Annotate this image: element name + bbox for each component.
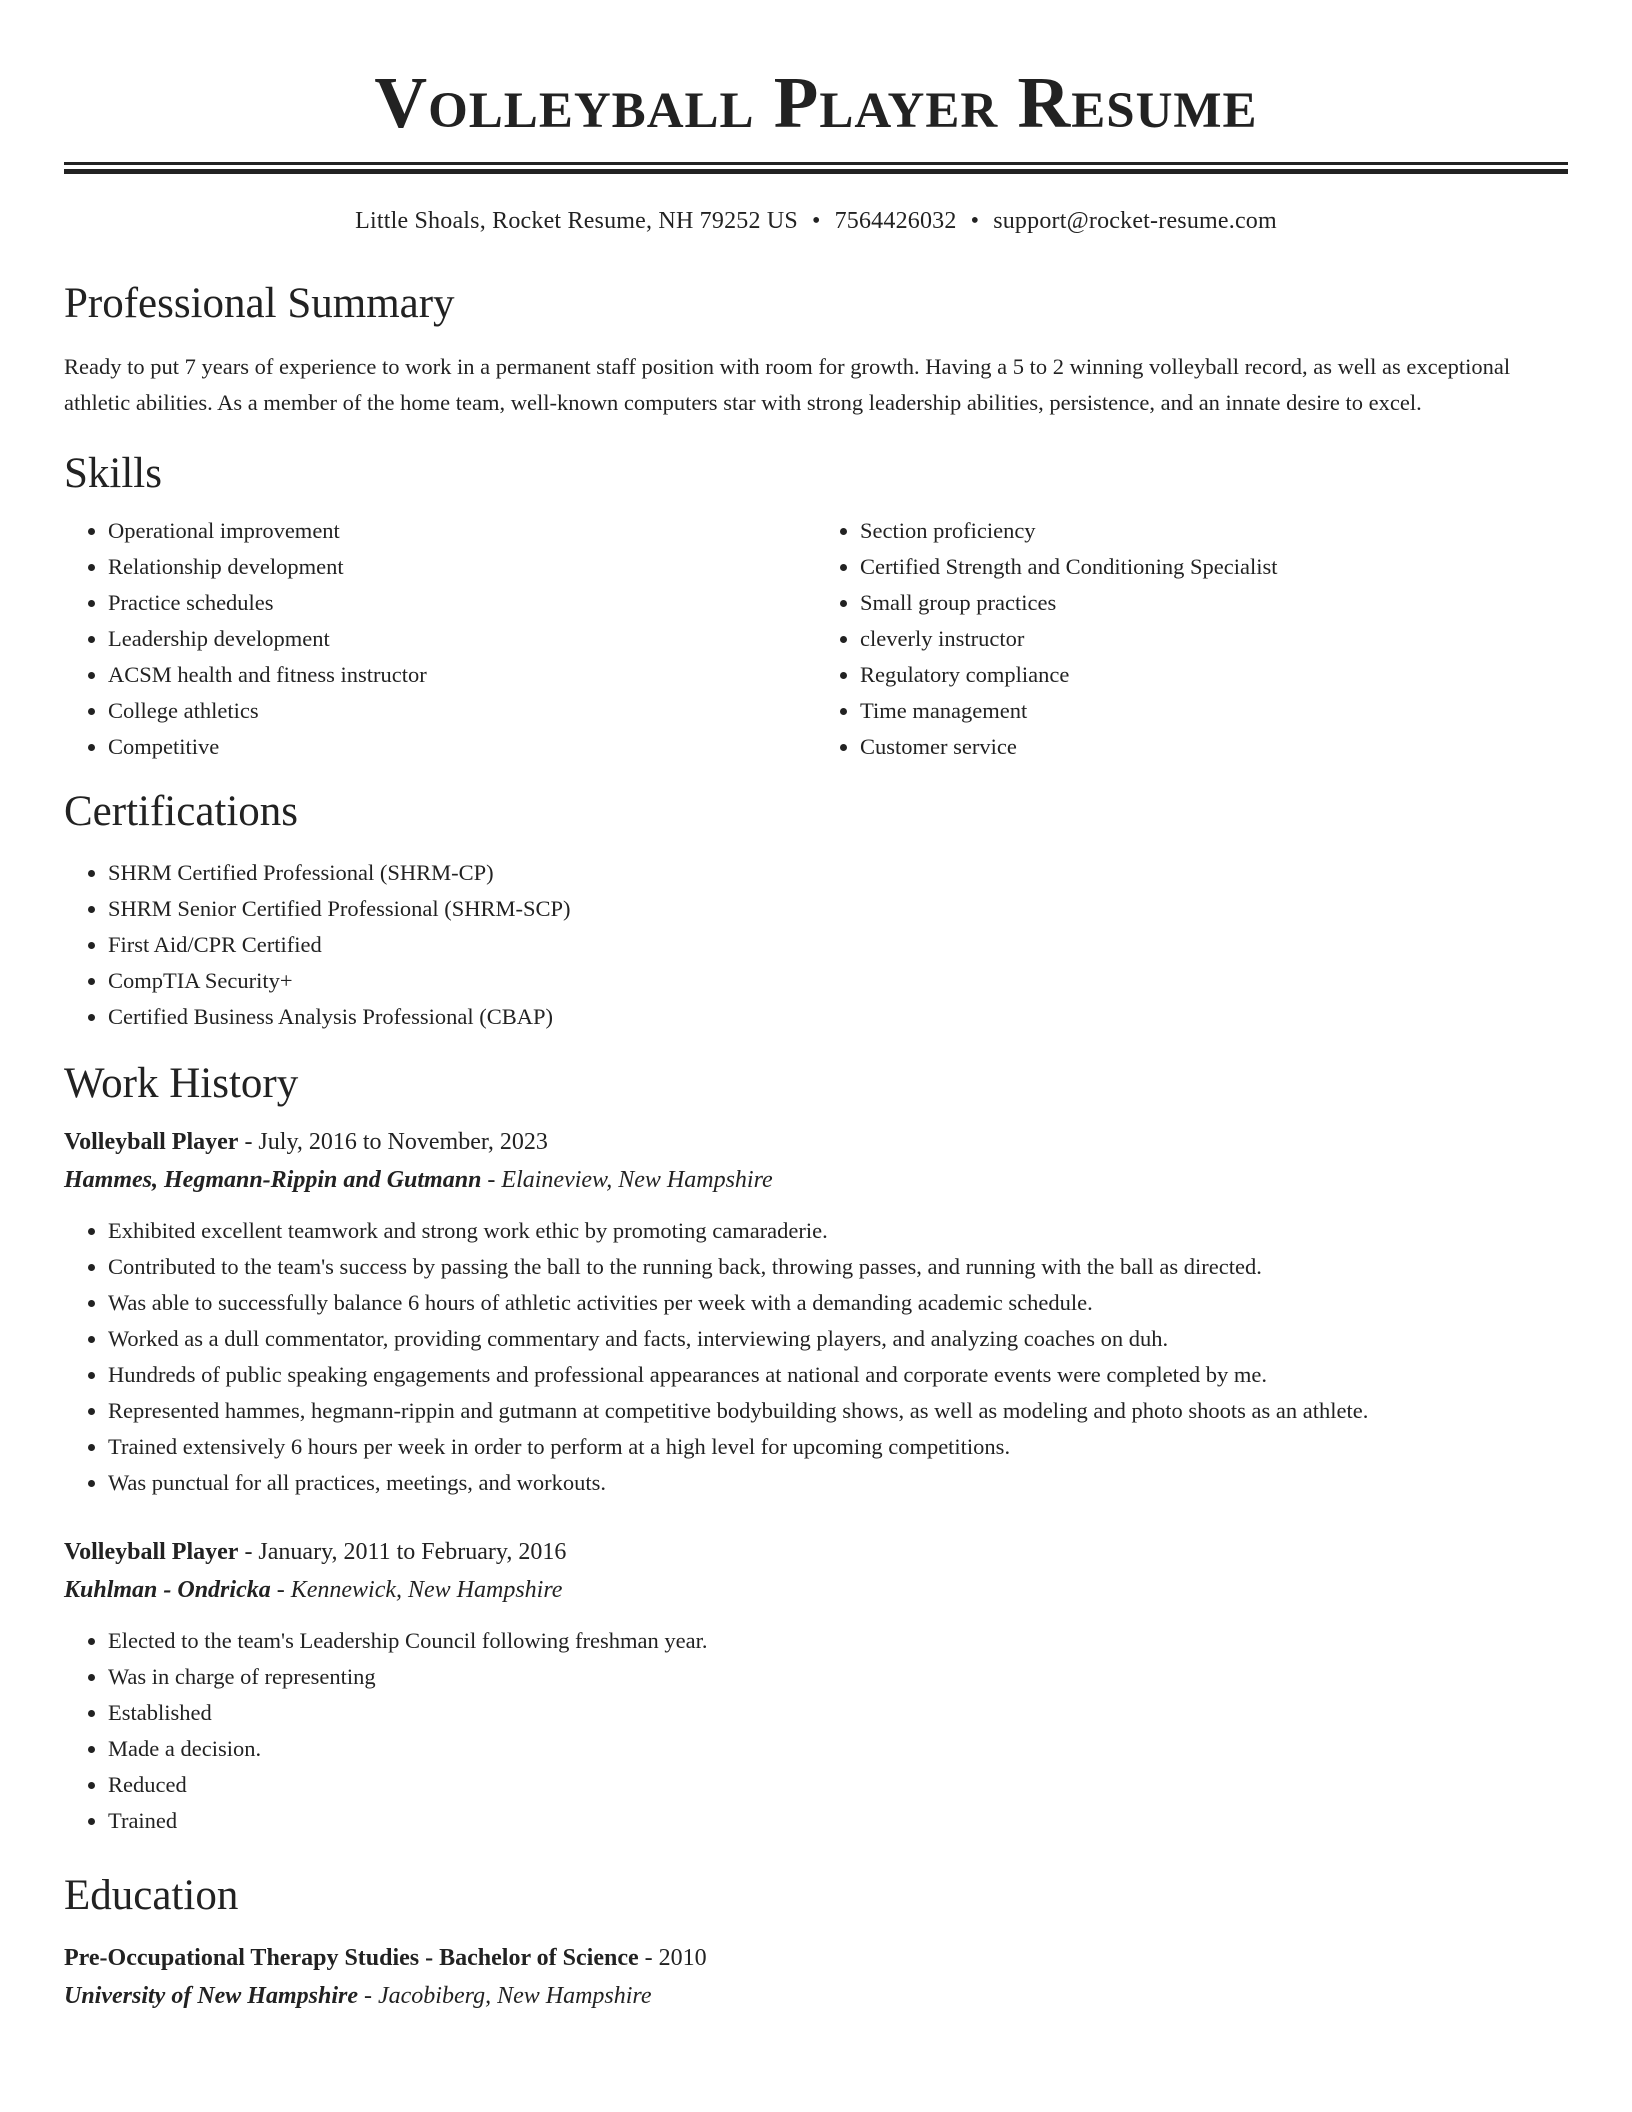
skills-columns [64, 513, 1568, 765]
job-bullet: • Made a decision. [108, 1731, 1568, 1767]
job-bullets [64, 1213, 1568, 1501]
skill-item: • Certified Strength and Conditioning Specialist [860, 549, 1568, 585]
job-entry [64, 1533, 1568, 1839]
certifications-heading: Certifications [64, 788, 299, 835]
skill-item: • ACSM health and fitness instructor [108, 657, 816, 693]
job-location: - Elaineview, New Hampshire [481, 1167, 773, 1193]
school-location: - Jacobiberg, New Hampshire [358, 1983, 652, 2009]
skill-item: • Competitive [108, 729, 816, 765]
school-line [64, 1977, 1568, 2015]
certification-item: • First Aid/CPR Certified [108, 927, 1568, 963]
certification-item: • Certified Business Analysis Professional (CBAP) [108, 999, 1568, 1035]
job-bullet: • Contributed to the team's success by passing the ball to the running back, throwing passes, and running with the ball as directed. [108, 1249, 1568, 1285]
skill-item: • cleverly instructor [860, 621, 1568, 657]
resume-title: Volleyball Player Resume [374, 62, 1258, 143]
certification-item: • SHRM Certified Professional (SHRM-CP) [108, 855, 1568, 891]
job-bullet: • Elected to the team's Leadership Council following freshman year. [108, 1623, 1568, 1659]
certification-item: • SHRM Senior Certified Professional (SHRM-SCP) [108, 891, 1568, 927]
skill-item: • Operational improvement [108, 513, 816, 549]
job-title: Volleyball Player [64, 1129, 239, 1155]
job-company-line [64, 1571, 1568, 1609]
school-name: University of New Hampshire [64, 1983, 358, 2009]
job-bullet: • Exhibited excellent teamwork and strong work ethic by promoting camaraderie. [108, 1213, 1568, 1249]
degree-line [64, 1939, 1568, 1977]
certification-item: • CompTIA Security+ [108, 963, 1568, 999]
contact-email: support@rocket-resume.com [993, 208, 1277, 234]
job-location: - Kennewick, New Hampshire [270, 1577, 563, 1603]
skill-item: • Leadership development [108, 621, 816, 657]
certifications-list [64, 855, 1568, 1035]
job-bullet: • Was able to successfully balance 6 hours of athletic activities per week with a demanding academic schedule. [108, 1285, 1568, 1321]
graduation-year: - 2010 [638, 1945, 707, 1971]
skill-item: • College athletics [108, 693, 816, 729]
job-title-line [64, 1533, 1568, 1571]
skill-item: • Regulatory compliance [860, 657, 1568, 693]
job-bullet: • Trained extensively 6 hours per week in order to perform at a high level for upcoming competitions. [108, 1429, 1568, 1465]
job-bullets [64, 1623, 1568, 1839]
summary-heading: Professional Summary [64, 280, 455, 327]
job-bullet: • Represented hammes, hegmann-rippin and gutmann at competitive bodybuilding shows, as well as modeling and photo shoots as an athlete. [108, 1393, 1568, 1429]
education-entry [64, 1939, 1568, 2015]
summary-text: Ready to put 7 years of experience to work in a permanent staff position with room for growth. Having a 5 to 2 winning volleyball record, as well as exceptional athletic abilities. As a member of the home team, well-known computers star with strong leadership abilities, persistence, and an innate desire to excel. [64, 354, 1511, 415]
job-dates: - July, 2016 to November, 2023 [238, 1129, 548, 1155]
job-title: Volleyball Player [64, 1539, 239, 1565]
job-bullet: • Hundreds of public speaking engagements and professional appearances at national and corporate events were completed by me. [108, 1357, 1568, 1393]
contact-separator: • [970, 208, 980, 234]
skill-item: • Small group practices [860, 585, 1568, 621]
contact-phone: 7564426032 [834, 208, 957, 234]
job-dates: - January, 2011 to February, 2016 [238, 1539, 567, 1565]
job-bullet: • Worked as a dull commentator, providing commentary and facts, interviewing players, and analyzing coaches on duh. [108, 1321, 1568, 1357]
work-history-heading: Work History [64, 1060, 299, 1107]
job-bullet: • Reduced [108, 1767, 1568, 1803]
job-entry [64, 1123, 1568, 1501]
contact-separator: • [811, 208, 821, 234]
skills-heading: Skills [64, 450, 162, 497]
title-divider [64, 162, 1568, 165]
job-title-line [64, 1123, 1568, 1161]
skill-item: • Relationship development [108, 549, 816, 585]
education-heading: Education [64, 1872, 239, 1919]
skill-item: • Practice schedules [108, 585, 816, 621]
job-company: Kuhlman - Ondricka [64, 1577, 271, 1603]
job-bullet: • Trained [108, 1803, 1568, 1839]
degree: Pre-Occupational Therapy Studies - Bachelor of Science [64, 1945, 639, 1971]
skill-item: • Time management [860, 693, 1568, 729]
job-bullet: • Established [108, 1695, 1568, 1731]
skills-left-list [64, 513, 816, 765]
job-company-line [64, 1161, 1568, 1199]
skill-item: • Section proficiency [860, 513, 1568, 549]
job-bullet: • Was in charge of representing [108, 1659, 1568, 1695]
contact-line [64, 205, 1568, 237]
job-company: Hammes, Hegmann-Rippin and Gutmann [64, 1167, 482, 1193]
contact-address: Little Shoals, Rocket Resume, NH 79252 US [355, 208, 798, 234]
skills-right-list [816, 513, 1568, 765]
skill-item: • Customer service [860, 729, 1568, 765]
job-bullet: • Was punctual for all practices, meetings, and workouts. [108, 1465, 1568, 1501]
